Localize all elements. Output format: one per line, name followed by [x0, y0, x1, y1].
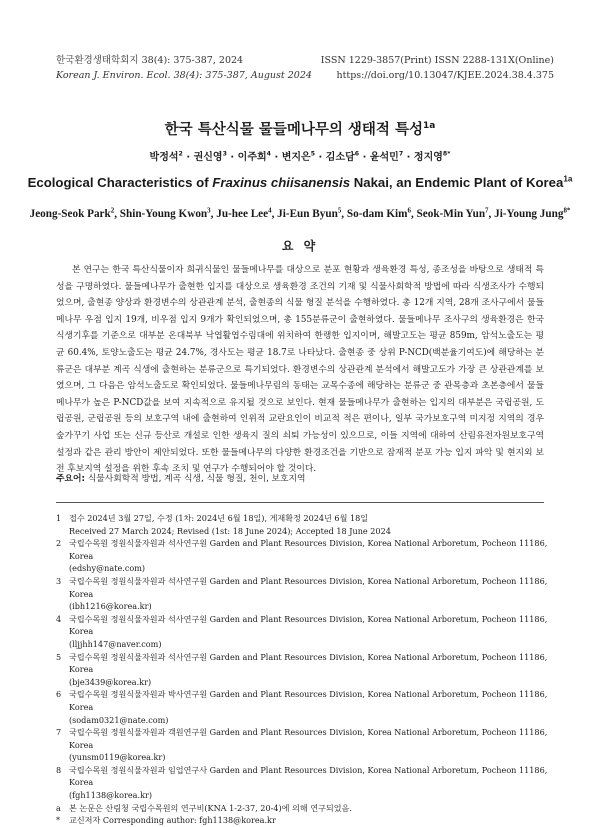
author-ko-affiliation-mark: 3 — [222, 150, 227, 158]
author-ko-name: 박정석 — [149, 152, 179, 163]
footnote-item — [56, 802, 550, 815]
title-en-sup: 1a — [563, 174, 573, 184]
footnote-mark: a — [56, 802, 61, 813]
title-korean-sup: 1a — [422, 121, 436, 132]
author-en-affiliation-mark: 4 — [268, 206, 272, 215]
author-en-name: Ju-hee Lee — [216, 208, 269, 220]
abstract-heading: 요 약 — [281, 239, 319, 253]
footnote-line: (edshy@nate.com) — [69, 563, 146, 574]
author-separator: , — [271, 208, 278, 220]
footnote-mark: 2 — [56, 538, 62, 549]
issn-doi-block — [321, 53, 554, 83]
footnotes — [56, 512, 550, 827]
footnote-divider — [56, 502, 544, 503]
authors-korean — [0, 148, 600, 163]
footnote-line: 국립수목원 정원식물자원과 객원연구원 Garden and Plant Resources Division, Korea National Arboretum, Pocheon 11186, Korea — [69, 727, 548, 750]
author-ko-name: 정지영 — [413, 152, 443, 163]
title-en-post: Nakai, an Endemic Plant of Korea — [350, 175, 564, 190]
author-separator: · — [403, 152, 414, 163]
footnote-mark: 4 — [56, 613, 62, 624]
footnote-line: 국립수목원 정원식물자원과 석사연구원 Garden and Plant Resources Division, Korea National Arboretum, Pocheon 11186, Korea — [69, 538, 548, 561]
author-en-name: Seok-Min Yun — [416, 208, 486, 220]
footnote-mark: 5 — [56, 651, 62, 662]
footnote-line: 국립수목원 정원식물자원과 임업연구사 Garden and Plant Resources Division, Korea National Arboretum, Pocheon 11186, Korea — [69, 764, 548, 788]
journal-name-ko: 한국환경생태학회지 38(4): 375-387, 2024 — [56, 55, 244, 66]
author-separator: · — [315, 152, 326, 163]
issn: ISSN 1229-3857(Print) ISSN 2288-131X(Online) — [320, 55, 554, 66]
keywords — [56, 471, 306, 484]
journal-citation — [56, 53, 312, 83]
footnote-line: 국립수목원 정원식물자원과 석사연구원 Garden and Plant Resources Division, Korea National Arboretum, Pocheon 11186, Korea — [69, 575, 548, 599]
author-ko-affiliation-mark: 8* — [442, 150, 451, 158]
footnote-mark: 7 — [56, 727, 62, 738]
footnote-mark: 3 — [56, 575, 62, 586]
author-en-name: Ji-Eun Byun — [277, 208, 338, 220]
title-en-pre: Ecological Characteristics of — [27, 175, 213, 190]
footnote-mark: * — [56, 815, 61, 826]
footnote-line: (sodam0321@nate.com) — [69, 714, 169, 725]
footnote-item — [56, 651, 550, 689]
author-separator: , — [210, 208, 217, 220]
author-separator: · — [226, 152, 238, 163]
authors-english — [0, 208, 600, 220]
author-en-affiliation-mark: 2 — [110, 206, 115, 215]
author-separator: , — [114, 208, 120, 220]
footnote-line: (bje3439@korea.kr) — [69, 676, 152, 687]
title-en-species: Fraxinus chiisanensis — [212, 175, 351, 190]
footnote-mark: 8 — [56, 764, 62, 775]
footnote-item — [56, 537, 550, 575]
footnote-line: (ibh1216@korea.kr) — [69, 601, 152, 612]
footnote-line: 접수 2024년 3월 27일, 수정 (1차: 2024년 6월 18일), 게재확정 2024년 6월 18일 — [69, 513, 369, 523]
author-ko-name: 변지은 — [281, 152, 311, 163]
footnote-line: 교신저자 Corresponding author: fgh1138@korea.kr — [69, 815, 276, 826]
footnote-line: 국립수목원 정원식물자원과 석사연구원 Garden and Plant Resources Division, Korea National Arboretum, Pocheon 11186, Korea — [69, 651, 548, 675]
author-en-name: Ji-Young Jung — [494, 208, 564, 220]
footnote-item — [56, 613, 550, 651]
title-korean-text: 한국 특산식물 물들메나무의 생태적 특성 — [164, 122, 423, 138]
doi-link[interactable]: https://doi.org/10.13047/KJEE.2024.38.4.375 — [336, 70, 554, 81]
footnote-item — [56, 726, 550, 764]
footnote-item — [56, 512, 550, 537]
author-separator: · — [270, 152, 282, 163]
footnote-mark: 1 — [56, 513, 62, 523]
author-ko-affiliation-mark: 5 — [310, 150, 316, 158]
footnote-line: Received 27 March 2024; Revised (1st: 18 June 2024); Accepted 18 June 2024 — [69, 525, 391, 536]
author-ko-affiliation-mark: 4 — [266, 150, 271, 158]
author-ko-name: 윤석민 — [369, 152, 399, 163]
footnote-item — [56, 814, 550, 827]
keywords-list: 식물사회학적 방법, 계곡 식생, 식물 형질, 천이, 보호지역 — [87, 474, 306, 484]
footnote-item — [56, 688, 550, 726]
title-korean — [0, 118, 600, 139]
footnote-item — [56, 764, 550, 802]
author-separator: , — [410, 208, 417, 220]
author-ko-affiliation-mark: 6 — [354, 150, 360, 158]
author-en-name: Jeong-Seok Park — [29, 208, 111, 220]
title-english — [0, 175, 600, 190]
author-separator: , — [488, 208, 495, 220]
author-en-affiliation-mark: 5 — [337, 206, 342, 215]
author-en-name: So-dam Kim — [346, 208, 408, 220]
author-separator: · — [182, 152, 194, 163]
footnote-line: 국립수목원 정원식물자원과 석사연구원 Garden and Plant Resources Division, Korea National Arboretum, Pocheon 11186, Korea — [69, 613, 548, 637]
footnote-line: 본 논문은 산림청 국립수목원의 연구비(KNA 1-2-37, 20-4)에 의해 연구되었음. — [69, 802, 352, 813]
author-en-affiliation-mark: 7 — [485, 206, 489, 215]
author-ko-affiliation-mark: 7 — [398, 150, 404, 158]
keywords-label: 주요어: — [56, 474, 86, 484]
footnote-line: (lljjhh147@naver.com) — [69, 638, 162, 649]
author-en-affiliation-mark: 3 — [207, 206, 211, 215]
author-separator: , — [341, 208, 347, 220]
author-ko-name: 김소담 — [325, 152, 355, 163]
author-ko-affiliation-mark: 2 — [178, 150, 183, 158]
author-ko-name: 이주희 — [237, 152, 267, 163]
journal-name-en: Korean J. Environ. Ecol. 38(4): 375-387, August 2024 — [56, 70, 312, 81]
footnote-line: (fgh1138@korea.kr) — [69, 790, 153, 801]
footnote-line: 국립수목원 정원식물자원과 박사연구원 Garden and Plant Resources Division, Korea National Arboretum, Pocheon 11186, Korea — [69, 689, 548, 712]
author-ko-name: 권신영 — [193, 152, 223, 163]
author-separator: · — [359, 152, 370, 163]
footnote-mark: 6 — [56, 689, 62, 700]
author-en-affiliation-mark: 6 — [407, 206, 411, 215]
author-en-affiliation-mark: 8* — [563, 206, 571, 215]
footnote-line: (yunsm0119@korea.kr) — [69, 752, 166, 763]
abstract-text: 본 연구는 한국 특산식물이자 희귀식물인 물들메나무를 대상으로 분포 현황과 생육환경 특성, 종조성을 바탕으로 생태적 특성을 구명하였다. 물들메나무가 출현한 입지를 대상으로 생육환경 조건의 기재 및 식물사회학적 방법에 따라 식생조사가 수행되었으며, 출현종 양상과 환경변수의 상관관계 분석, 출현종의 식물 형질 분석을 수행하였다. 총 12개 지역, 28개 조사구에서 물들메나무 우점 입지 19개, 비우점 입지 9개가 확인되었으며, 총 155분류군이 출현하였다. 물들메나무 조사구의 생육환경은 한국 식생기후를 기준으로 대부분 온대북부 낙엽활엽수림대에 위치하여 한랭한 입지이며, 해발고도는 평균 859m, 암석노출도는 평균 60.4%, 토양노출도는 평균 24.7%, 경사도는 평균 18.7로 나타났다. 출현종 중 상위 P-NCD(백분율기여도)에 해당하는 분류군은 대부분 계곡 식생에 출현하는 분류군으로 특기되었다. 환경변수의 상관관계 분석에서 해발고도가 가장 큰 상관관계를 보였으며, 그 다음은 암석노출도로 확인되었다. 물들메나무림의 동태는 교목수종에 해당하는 분류군 중 관목층과 초본층에서 물들메나무가 높은 P-NCD값을 보여 지속적으로 유지될 것으로 보인다. 현재 물들메나무가 출현하는 입지의 대부분은 국립공원, 도립공원, 군립공원 등의 보호구역 내에 출현하여 인위적 교란요인이 비교적 적은 편이나, 일부 국가보호구역 미지정 지역의 경우 숲가꾸기 사업 또는 신규 등산로 개설로 인한 생육지 질의 쇠퇴 가능성이 있으므로, 이들 지역에 대하여 산림유전자원보호구역 설정과 같은 관리 방안이 제안되었다. 또한 물들메나무의 다양한 환경조건을 기반으로 잠재적 분포 가능 입지 파악 및 현지외 보전 후보지역 설정을 위한 후속 조치 및 연구가 수행되어야 할 것이다. — [56, 265, 544, 475]
footnote-item — [56, 575, 550, 613]
author-en-name: Shin-Young Kwon — [119, 208, 208, 220]
